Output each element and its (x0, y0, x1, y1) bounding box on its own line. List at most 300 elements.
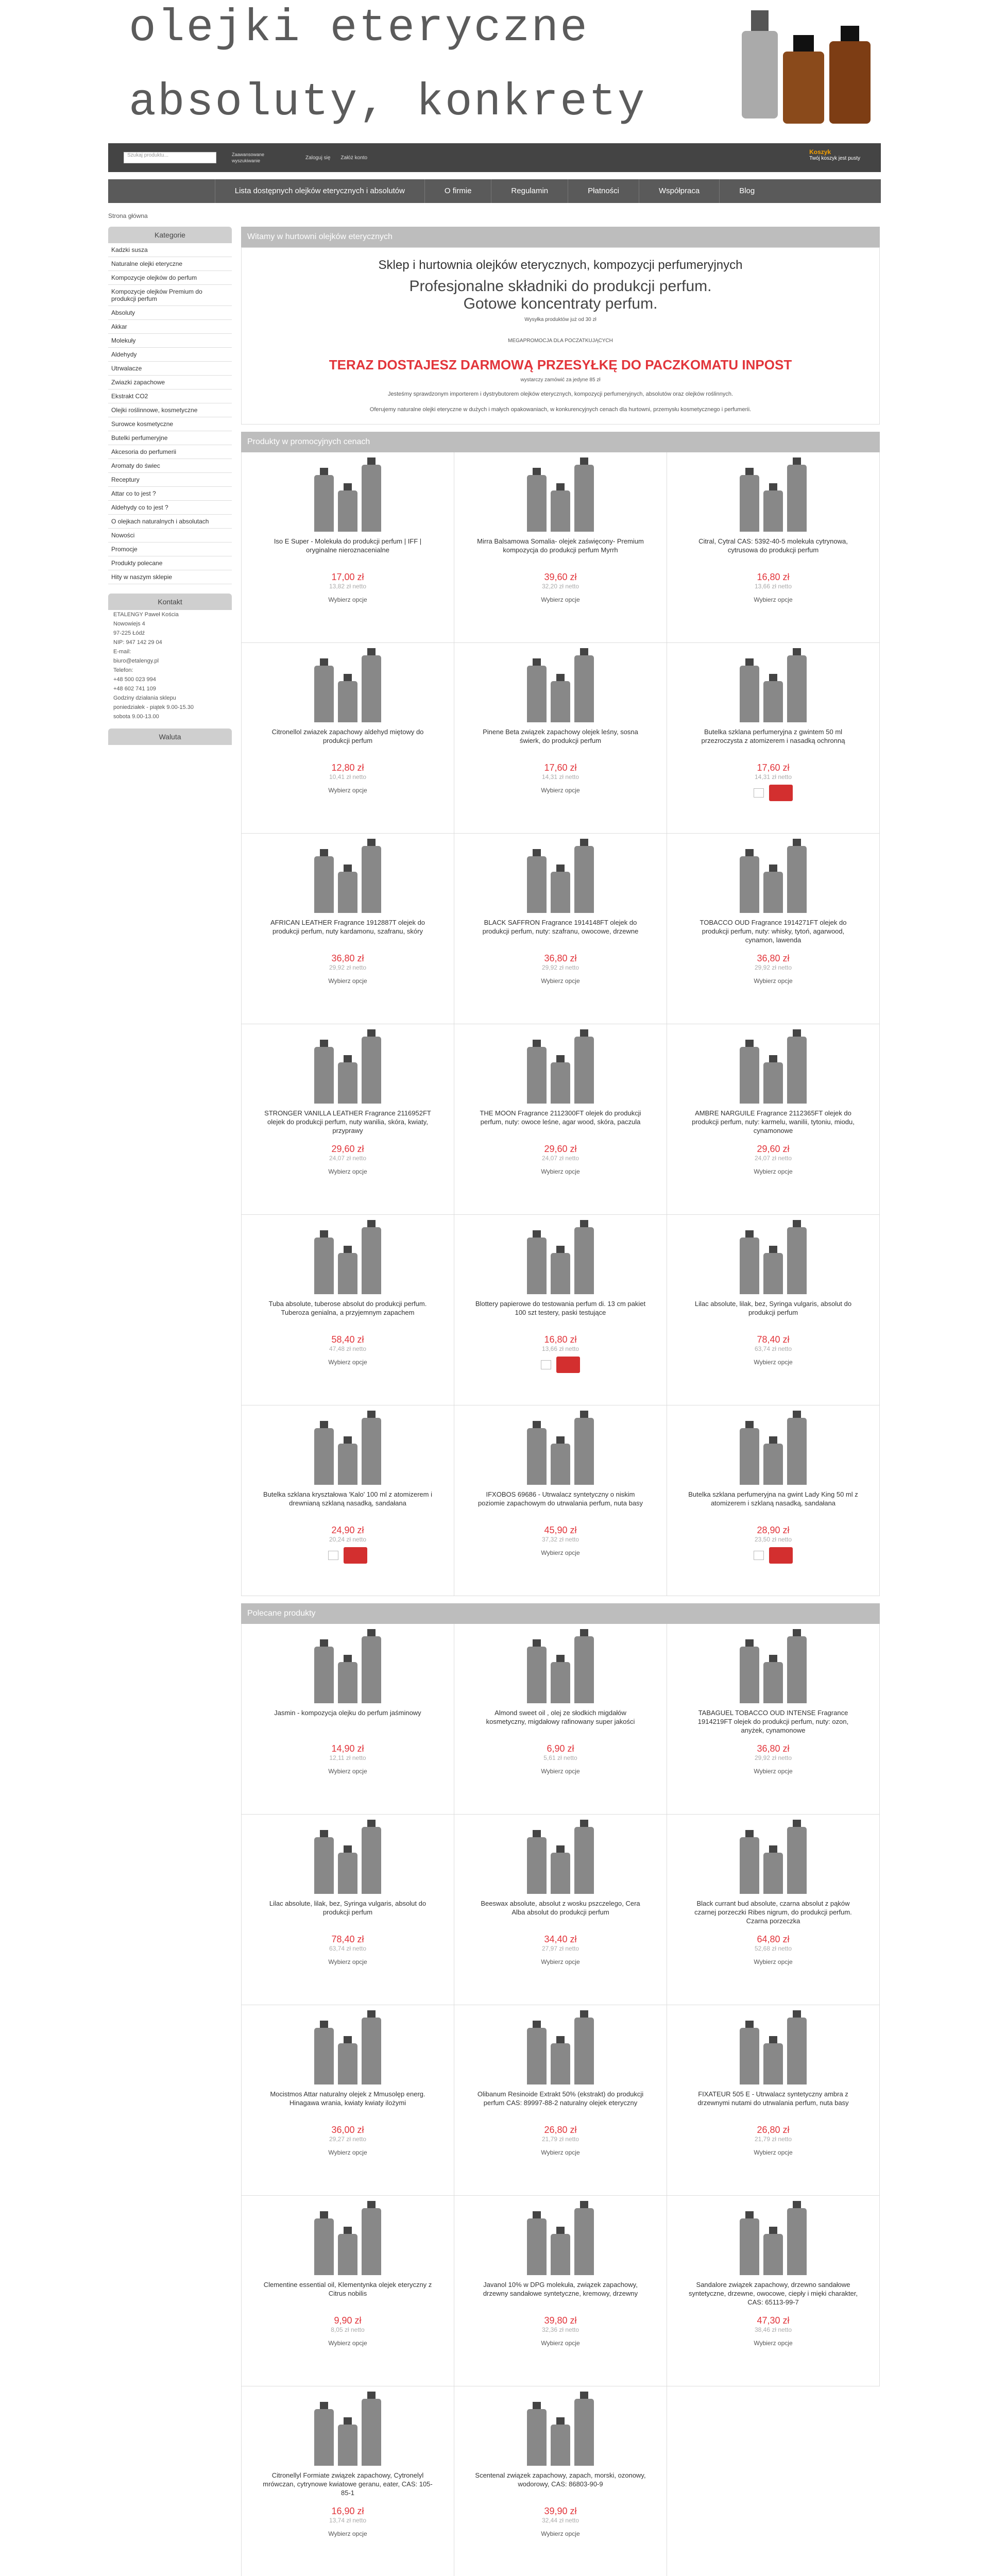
product-image[interactable] (735, 1418, 812, 1485)
contact-line: biuro@etalengy.pl (113, 658, 159, 664)
bottle-icon (574, 1037, 594, 1104)
bottle-icon (362, 1636, 381, 1703)
bottle-icon (740, 475, 759, 532)
bottle-icon (527, 2409, 547, 2466)
bottle-icon (763, 490, 783, 532)
product-name[interactable]: Iso E Super - Molekuła do produkcji perfum | IFF | oryginalne nieroznacenialne (274, 537, 422, 554)
product-name[interactable]: THE MOON Fragrance 2112300FT olejek do produkcji perfum, nuty: owoce leśne, agar wood, skóra, paczula (480, 1109, 641, 1126)
product-name[interactable]: Butelka szklana perfumeryjna z gwintem 50 ml przezroczysta z atomizerem i nasadką ochronną (701, 728, 845, 744)
bottle-icon (787, 1037, 807, 1104)
bottle-icon (740, 1428, 759, 1485)
product-net-price: 10,41 zł netto (329, 773, 367, 781)
bottle-icon (551, 2234, 570, 2275)
product-card[interactable] (454, 1024, 667, 1215)
top-bar (108, 143, 881, 172)
bottle-icon (314, 475, 334, 532)
choose-options-link[interactable]: Wybierz opcje (328, 1958, 367, 1965)
choose-options-link[interactable]: Wybierz opcje (541, 977, 580, 985)
add-to-cart-button[interactable] (769, 785, 793, 801)
product-price: 36,80 zł (757, 953, 790, 963)
product-net-price: 14,31 zł netto (541, 773, 579, 781)
product-card[interactable] (242, 2386, 454, 2576)
product-name[interactable]: Lilac absolute, lilak, bez, Syringa vulgaris, absolut do produkcji perfum (269, 1900, 427, 1916)
sidebar-category[interactable]: Ekstrakt CO2 (108, 389, 232, 403)
intro-sub-1: Profesjonalne składniki do produkcji perfum. (409, 278, 712, 295)
bottle-icon (314, 2028, 334, 2084)
quantity-select[interactable] (328, 1551, 338, 1560)
brand-line-1: olejki eteryczne (129, 3, 589, 54)
product-price: 36,80 zł (544, 953, 577, 963)
sidebar-category[interactable]: Produkty polecane (108, 556, 232, 570)
product-price: 29,60 zł (331, 1144, 364, 1154)
sidebar-category[interactable]: Naturalne olejki eteryczne (108, 257, 232, 271)
product-name[interactable]: Almond sweet oil , olej ze słodkich migdałów kosmetyczny, migdałowy rafinowany super jakości (486, 1709, 635, 1725)
product-net-price: 13,74 zł netto (329, 2517, 367, 2524)
product-image[interactable] (735, 1227, 812, 1294)
choose-options-link[interactable]: Wybierz opcje (328, 2340, 367, 2347)
product-name[interactable]: IFXOBOS 69686 - Utrwalacz syntetyczny o niskim poziomie zapachowym do utrwalania perfum, nuta basy (478, 1490, 643, 1507)
choose-options-link[interactable]: Wybierz opcje (541, 1768, 580, 1775)
advanced-search-l1: Zaawansowane (232, 152, 265, 157)
product-card[interactable] (242, 452, 454, 643)
bottle-icon (362, 2208, 381, 2275)
product-image[interactable] (522, 1037, 599, 1104)
product-name[interactable]: Olibanum Resinoide Extrakt 50% (ekstrakt) do produkcji perfum CAS: 89997-88-2 naturalny olejek eteryczny (477, 2090, 644, 2107)
product-image[interactable] (309, 655, 386, 722)
bottle-icon (551, 1853, 570, 1894)
sidebar-category[interactable]: Hity w naszym sklepie (108, 570, 232, 584)
bottle-icon (574, 846, 594, 913)
bottle-icon (740, 666, 759, 722)
intro-text-1: Jesteśmy sprawdzonym importerem i dystrybutorem olejków eterycznych, kompozycji perfumeryjnych, absolutów oraz olejków roślinnych. (387, 391, 734, 397)
product-name[interactable]: Citral, Cytral CAS: 5392-40-5 molekuła cytrynowa, cytrusowa do produkcji perfum (698, 537, 848, 554)
bottle-icon (338, 1253, 357, 1294)
bottle-icon (574, 655, 594, 722)
bottle-icon (314, 1837, 334, 1894)
product-net-price: 14,31 zł netto (754, 773, 792, 781)
sidebar-category[interactable]: Attar co to jest ? (108, 487, 232, 501)
bottle-icon (362, 2018, 381, 2084)
product-image[interactable] (522, 1636, 599, 1703)
choose-options-link[interactable]: Wybierz opcje (541, 2530, 580, 2537)
choose-options-link[interactable]: Wybierz opcje (541, 596, 580, 603)
product-name[interactable]: Mocistmos Attar naturalny olejek z Mmusolęp energ. Hinagawa wrania, kwiaty kwiaty ilożymi (270, 2090, 425, 2107)
product-card[interactable] (242, 1024, 454, 1215)
bottle-icon (338, 2425, 357, 2466)
product-image[interactable] (735, 846, 812, 913)
bottle-icon (740, 2218, 759, 2275)
product-image[interactable] (735, 465, 812, 532)
quantity-select[interactable] (541, 1360, 551, 1369)
nav-item[interactable]: Blog (719, 179, 774, 203)
bottle-icon (314, 666, 334, 722)
product-price: 16,80 zł (544, 1334, 577, 1345)
product-name[interactable]: Beeswax absolute, absolut z wosku pszczelego, Cera Alba absolut do produkcji perfum (481, 1900, 640, 1916)
product-net-price: 13,82 zł netto (329, 583, 367, 590)
breadcrumb[interactable]: Strona główna (108, 212, 148, 219)
product-name[interactable]: FIXATEUR 505 E - Utrwalacz syntetyczny ambra z drzewnymi nutami do utrwalania perfum, nuta basy (697, 2090, 849, 2107)
category-list (108, 243, 232, 584)
quantity-row (667, 785, 879, 801)
contact-line: Telefon: (113, 667, 133, 673)
product-card[interactable] (454, 2005, 667, 2196)
product-price: 29,60 zł (544, 1144, 577, 1154)
product-name[interactable]: Butelka szklana perfumeryjna na gwint Lady King 50 ml z atomizerem i szklaną nasadką, sandałana (688, 1490, 858, 1507)
choose-options-link[interactable]: Wybierz opcje (328, 1168, 367, 1175)
product-card[interactable] (667, 1815, 880, 2005)
nav-item[interactable]: Lista dostępnych olejków eterycznych i absolutów (215, 179, 424, 203)
bottle-icon (362, 1227, 381, 1294)
product-image[interactable] (522, 465, 599, 532)
sidebar-category[interactable]: Butelki perfumeryjne (108, 431, 232, 445)
choose-options-link[interactable]: Wybierz opcje (541, 1958, 580, 1965)
bottle-icon (527, 1238, 547, 1294)
product-price: 36,80 zł (757, 1743, 790, 1754)
product-card[interactable] (454, 1815, 667, 2005)
product-name[interactable]: Pinene Beta związek zapachowy olejek leśny, sosna świerk, do produkcji perfum (483, 728, 638, 744)
sidebar-category[interactable]: Olejki roślinnowe, kosmetyczne (108, 403, 232, 417)
product-image[interactable] (522, 2208, 599, 2275)
product-card[interactable] (667, 2005, 880, 2196)
bottle-icon (740, 1647, 759, 1703)
product-price: 14,90 zł (331, 1743, 364, 1754)
sidebar-category[interactable]: Molekuły (108, 334, 232, 348)
choose-options-link[interactable]: Wybierz opcje (328, 787, 367, 794)
product-card[interactable] (667, 643, 880, 834)
product-name[interactable]: Javanol 10% w DPG molekuła, związek zapachowy, drzewny sandałowe syntetyczne, kremowy, drzewny (483, 2281, 638, 2297)
bottle-icon (740, 856, 759, 913)
product-card[interactable] (667, 2196, 880, 2386)
choose-options-link[interactable]: Wybierz opcje (328, 2530, 367, 2537)
bottle-icon (574, 1636, 594, 1703)
product-net-price: 8,05 zł netto (331, 2326, 365, 2333)
product-image[interactable] (309, 2208, 386, 2275)
product-card[interactable] (454, 834, 667, 1024)
bottle-icon (551, 1662, 570, 1703)
choose-options-link[interactable]: Wybierz opcje (754, 1958, 793, 1965)
add-to-cart-button[interactable] (556, 1357, 580, 1373)
nav-item[interactable]: Regulamin (491, 179, 568, 203)
bottle-icon (338, 1853, 357, 1894)
choose-options-link[interactable]: Wybierz opcje (541, 1549, 580, 1556)
bottle-icon (763, 1444, 783, 1485)
product-name[interactable]: Citronellyl Formiate związek zapachowy, Cytronelyl mrówczan, cytrynowe kwiatowe geranu, eater, CAS: 105-85-1 (263, 2471, 433, 2497)
choose-options-link[interactable]: Wybierz opcje (754, 596, 793, 603)
product-image[interactable] (735, 2208, 812, 2275)
product-card[interactable] (242, 2005, 454, 2196)
intro-min-order: wystarczy zamówić za jedyne 85 zł (520, 377, 601, 383)
product-price: 39,80 zł (544, 2315, 577, 2326)
product-net-price: 20,24 zł netto (329, 1536, 367, 1543)
section-title: Polecane produkty (241, 1603, 880, 1624)
bottle-icon (314, 1238, 334, 1294)
product-card[interactable] (454, 2196, 667, 2386)
product-name[interactable]: Mirra Balsamowa Somalia- olejek zaświęcony- Premium kompozycja do produkcji perfum Myrrh (477, 537, 644, 554)
choose-options-link[interactable]: Wybierz opcje (754, 1168, 793, 1175)
product-image[interactable] (309, 1418, 386, 1485)
nav-item[interactable]: O firmie (424, 179, 491, 203)
product-name[interactable]: AMBRE NARGUILE Fragrance 2112365FT olejek do produkcji perfum, nuty: karmelu, wanilii, tytoniu, miodu, cynamonowe (692, 1109, 855, 1134)
product-card[interactable] (454, 452, 667, 643)
choose-options-link[interactable]: Wybierz opcje (754, 2149, 793, 2156)
choose-options-link[interactable]: Wybierz opcje (328, 1768, 367, 1775)
product-image[interactable] (735, 1636, 812, 1703)
product-net-price: 27,97 zł netto (541, 1945, 579, 1952)
choose-options-link[interactable]: Wybierz opcje (328, 977, 367, 985)
product-image[interactable] (735, 655, 812, 722)
contact-list (108, 610, 232, 721)
register-link[interactable]: Załóż konto (340, 155, 368, 161)
product-image[interactable] (309, 846, 386, 913)
bottle-icon (787, 1418, 807, 1485)
intro-shipping: Wysyłka produktów już od 30 zł (524, 317, 596, 323)
main-content (241, 227, 880, 2576)
product-card[interactable] (242, 2196, 454, 2386)
bottle-icon (314, 1647, 334, 1703)
sidebar-category[interactable]: Akkar (108, 320, 232, 334)
bottle-icon (314, 1428, 334, 1485)
bottle-icon (763, 1062, 783, 1104)
bottle-icon (338, 872, 357, 913)
bottle-icon (740, 1047, 759, 1104)
bottle-icon (362, 2399, 381, 2466)
product-image[interactable] (309, 465, 386, 532)
sidebar-category[interactable]: Utrwalacze (108, 362, 232, 376)
sidebar-category[interactable]: Surowce kosmetyczne (108, 417, 232, 431)
product-price: 36,00 zł (331, 2125, 364, 2135)
bottle-icon (338, 1444, 357, 1485)
product-net-price: 21,79 zł netto (541, 2136, 579, 2143)
cart-status: Twój koszyk jest pusty (809, 156, 860, 161)
product-image[interactable] (309, 2018, 386, 2084)
sidebar-category[interactable]: Promocje (108, 543, 232, 556)
product-price: 28,90 zł (757, 1525, 790, 1535)
choose-options-link[interactable]: Wybierz opcje (541, 2340, 580, 2347)
product-name[interactable]: Tuba absolute, tuberose absolut do produkcji perfum. Tuberoza genialna, a przyjemnym zapachem (268, 1300, 427, 1316)
product-net-price: 23,50 zł netto (754, 1536, 792, 1543)
contact-line: 97-225 Łódź (113, 630, 145, 636)
choose-options-link[interactable]: Wybierz opcje (328, 596, 367, 603)
product-name[interactable]: Sandalore związek zapachowy, drzewno sandałowe syntetyczne, drzewne, owocowe, ciepły i mięki charakter, CAS: 65113-99-7 (688, 2281, 858, 2306)
cart-widget[interactable] (809, 148, 860, 161)
nav-item[interactable]: Współpraca (639, 179, 719, 203)
choose-options-link[interactable]: Wybierz opcje (541, 787, 580, 794)
product-card[interactable] (667, 834, 880, 1024)
sidebar-category[interactable]: Kompozycje olejków do perfum (108, 271, 232, 285)
product-name[interactable]: Butelka szklana kryształowa 'Kalo' 100 ml z atomizerem i drewnianą szklaną nasadką, sandałana (263, 1490, 432, 1507)
bottle-icon (574, 1227, 594, 1294)
choose-options-link[interactable]: Wybierz opcje (541, 2149, 580, 2156)
product-net-price: 29,92 zł netto (754, 1754, 792, 1761)
product-sections (241, 432, 880, 2576)
product-grid (241, 1624, 880, 2576)
bottle-icon (314, 2409, 334, 2466)
product-image[interactable] (522, 2018, 599, 2084)
product-image[interactable] (735, 1827, 812, 1894)
advanced-search-l2: wyszukiwanie (232, 158, 261, 163)
product-price: 39,90 zł (544, 2506, 577, 2516)
product-net-price: 29,92 zł netto (541, 964, 579, 971)
add-to-cart-button[interactable] (344, 1547, 367, 1564)
product-name[interactable]: TABAGUEL TOBACCO OUD INTENSE Fragrance 1914219FT olejek do produkcji perfum, nuty: ozon, anyżek, cynamonowe (697, 1709, 849, 1734)
product-image[interactable] (735, 2018, 812, 2084)
product-name[interactable]: STRONGER VANILLA LEATHER Fragrance 2116952FT olejek do produkcji perfum, nuty wanilia, skóra, kwiaty, przyprawy (264, 1109, 431, 1134)
cart-title: Koszyk (809, 148, 831, 156)
product-net-price: 47,48 zł netto (329, 1345, 367, 1352)
product-card[interactable] (242, 1624, 454, 1815)
product-net-price: 63,74 zł netto (329, 1945, 367, 1952)
bottle-icon (787, 846, 807, 913)
product-card[interactable] (242, 1815, 454, 2005)
bottle-icon (551, 490, 570, 532)
choose-options-link[interactable]: Wybierz opcje (754, 1768, 793, 1775)
search-input[interactable]: Szukaj produktu... (124, 152, 216, 163)
contact-line: ETALENGY Paweł Kościa (113, 612, 179, 618)
quantity-select[interactable] (754, 1551, 764, 1560)
choose-options-link[interactable]: Wybierz opcje (328, 2149, 367, 2156)
quantity-select[interactable] (754, 788, 764, 798)
quantity-row (667, 1547, 879, 1564)
product-name[interactable]: Citronellol zwiazek zapachowy aldehyd miętowy do produkcji perfum (271, 728, 424, 744)
bottle-icon (338, 1062, 357, 1104)
bottle-icon (527, 1428, 547, 1485)
sidebar-category[interactable]: Akcesoria do perfumerii (108, 445, 232, 459)
sidebar-category[interactable]: Kompozycje olejków Premium do produkcji perfum (108, 285, 232, 306)
intro-sub-2: Gotowe koncentraty perfum. (463, 295, 658, 312)
product-name[interactable]: AFRICAN LEATHER Fragrance 1912887T olejek do produkcji perfum, nuty kardamonu, szafranu, skóry (270, 919, 425, 935)
bottle-icon (338, 1662, 357, 1703)
bottle-icon (551, 872, 570, 913)
product-card[interactable] (454, 2386, 667, 2576)
bottle-icon (338, 2043, 357, 2084)
product-net-price: 29,92 zł netto (329, 964, 367, 971)
bottle-icon (527, 1647, 547, 1703)
sidebar-category[interactable]: Aromaty do świec (108, 459, 232, 473)
sidebar-category[interactable]: Kadzki susza (108, 243, 232, 257)
bottle-icon (527, 856, 547, 913)
product-image[interactable] (522, 1227, 599, 1294)
product-name[interactable]: Jasmin - kompozycja olejku do perfum jaśminowy (274, 1709, 421, 1717)
bottle-icon (551, 2425, 570, 2466)
sidebar-category[interactable]: O olejkach naturalnych i absolutach (108, 515, 232, 529)
advanced-search-link[interactable] (232, 151, 264, 164)
product-price: 36,80 zł (331, 953, 364, 963)
product-card[interactable] (242, 1405, 454, 1596)
product-image[interactable] (522, 846, 599, 913)
product-card[interactable] (667, 1624, 880, 1815)
product-name[interactable]: Black currant bud absolute, czarna absolut z pąków czarnej porzeczki Ribes nigrum, do produkcji perfum. Czarna porzeczka (694, 1900, 852, 1925)
product-card[interactable] (667, 1215, 880, 1405)
product-name[interactable]: Lilac absolute, lilak, bez, Syringa vulgaris, absolut do produkcji perfum (694, 1300, 852, 1316)
choose-options-link[interactable]: Wybierz opcje (754, 977, 793, 985)
product-net-price: 52,68 zł netto (754, 1945, 792, 1952)
product-image[interactable] (522, 2399, 599, 2466)
product-card[interactable] (242, 643, 454, 834)
product-card[interactable] (242, 834, 454, 1024)
intro-bar: Witamy w hurtowni olejków eterycznych (241, 227, 880, 247)
product-image[interactable] (309, 1636, 386, 1703)
product-net-price: 29,27 zł netto (329, 2136, 367, 2143)
nav-item[interactable]: Płatności (568, 179, 639, 203)
contact-line: Godziny działania sklepu (113, 695, 176, 701)
product-price: 17,60 zł (544, 762, 577, 773)
product-card[interactable] (667, 1024, 880, 1215)
contact-line: poniedziałek - piątek 9.00-15.30 (113, 704, 194, 710)
product-card[interactable] (454, 1405, 667, 1596)
product-image[interactable] (522, 1827, 599, 1894)
sidebar-category[interactable]: Absoluty (108, 306, 232, 320)
product-image[interactable] (735, 1037, 812, 1104)
bottle-icon (551, 681, 570, 722)
product-price: 16,90 zł (331, 2506, 364, 2516)
bottle-icon (763, 1853, 783, 1894)
product-card[interactable] (667, 452, 880, 643)
bottle-icon (527, 475, 547, 532)
add-to-cart-button[interactable] (769, 1547, 793, 1564)
choose-options-link[interactable]: Wybierz opcje (541, 1168, 580, 1175)
choose-options-link[interactable]: Wybierz opcje (754, 1359, 793, 1366)
bottle-icon (551, 2043, 570, 2084)
sidebar-category[interactable]: Receptury (108, 473, 232, 487)
product-image[interactable] (309, 2399, 386, 2466)
product-image[interactable] (522, 1418, 599, 1485)
product-name[interactable]: Clementine essential oil, Klementynka olejek eteryczny z Citrus nobilis (263, 2281, 432, 2297)
product-card[interactable] (454, 643, 667, 834)
product-net-price: 32,36 zł netto (541, 2326, 579, 2333)
quantity-row (242, 1547, 454, 1564)
contact-line: +48 602 741 109 (113, 686, 156, 692)
product-image[interactable] (309, 1227, 386, 1294)
sidebar-category[interactable]: Nowości (108, 529, 232, 543)
product-name[interactable]: Scentenal związek zapachowy, zapach, morski, ozonowy, wodorowy, CAS: 86803-90-9 (475, 2471, 646, 2488)
product-price: 58,40 zł (331, 1334, 364, 1345)
sidebar-category[interactable]: Zwiazki zapachowe (108, 376, 232, 389)
product-name[interactable]: Blottery papierowe do testowania perfum di. 13 cm pakiet 100 szt testery, paski testujące (475, 1300, 646, 1316)
product-name[interactable]: BLACK SAFFRON Fragrance 1914148FT olejek do produkcji perfum, nuty: szafranu, owocowe, drzewne (482, 919, 639, 935)
categories-title: Kategorie (108, 227, 232, 243)
choose-options-link[interactable]: Wybierz opcje (754, 2340, 793, 2347)
product-price: 17,60 zł (757, 762, 790, 773)
product-grid (241, 452, 880, 1596)
bottle-icon (338, 2234, 357, 2275)
bottle-icon (763, 1253, 783, 1294)
product-image[interactable] (522, 655, 599, 722)
bottle-icon (787, 1636, 807, 1703)
product-card[interactable] (454, 1215, 667, 1405)
contact-line: sobota 9.00-13.00 (113, 714, 159, 720)
product-card[interactable] (667, 1405, 880, 1596)
product-card[interactable] (454, 1624, 667, 1815)
product-name[interactable]: TOBACCO OUD Fragrance 1914271FT olejek do produkcji perfum, nuty: whisky, tytoń, agarwood, cynamon, lawenda (700, 919, 847, 944)
product-image[interactable] (309, 1037, 386, 1104)
product-price: 29,60 zł (757, 1144, 790, 1154)
product-image[interactable] (309, 1827, 386, 1894)
product-price: 34,40 zł (544, 1934, 577, 1944)
choose-options-link[interactable]: Wybierz opcje (328, 1359, 367, 1366)
product-net-price: 21,79 zł netto (754, 2136, 792, 2143)
product-net-price: 24,07 zł netto (754, 1155, 792, 1162)
product-net-price: 12,11 zł netto (329, 1754, 366, 1761)
bottle-icon (740, 1837, 759, 1894)
login-link[interactable]: Zaloguj się (305, 155, 331, 161)
product-section (241, 1603, 880, 2576)
product-card[interactable] (242, 1215, 454, 1405)
product-price: 17,00 zł (331, 572, 364, 582)
product-price: 47,30 zł (757, 2315, 790, 2326)
bottle-icon (527, 2028, 547, 2084)
sidebar-category[interactable]: Aldehydy (108, 348, 232, 362)
sidebar-category[interactable]: Aldehydy co to jest ? (108, 501, 232, 515)
